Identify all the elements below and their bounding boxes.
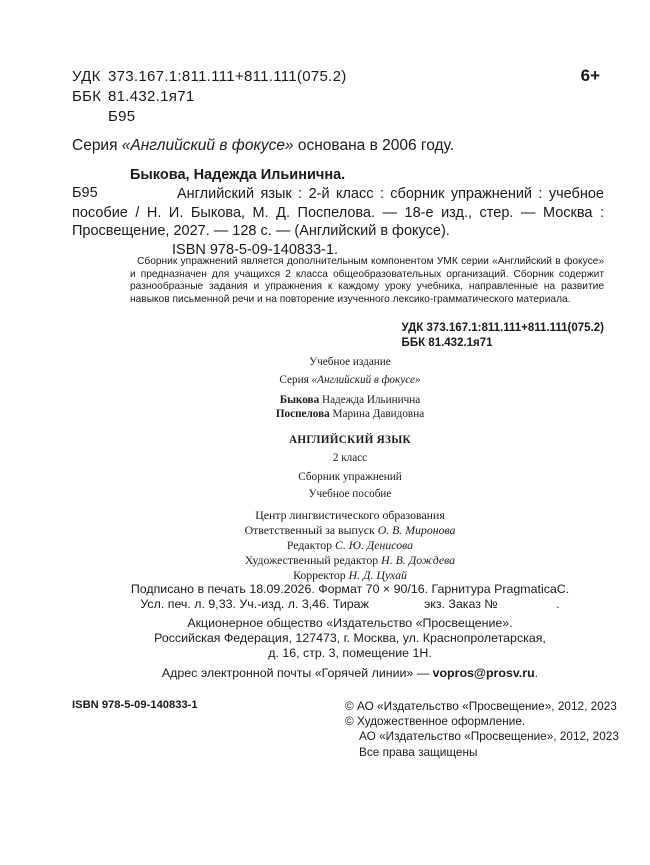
publisher-line-1: Акционерное общество «Издательство «Просвещение».	[187, 616, 513, 630]
series-prefix: Серия	[72, 137, 122, 154]
copyright-line-3: АО «Издательство «Просвещение», 2012, 2023	[359, 729, 619, 744]
abstract	[130, 256, 604, 306]
responsible-name: О. В. Миронова	[377, 523, 456, 537]
editor-name: С. Ю. Денисова	[334, 538, 414, 552]
abstract-text: Сборник упражнений является дополнительным компонентом УМК серии «Английский в фокусе» и предназначен для учащихся 2 класса общеобразовательных организаций. Сборник содержит разнообразные задания и упражнения к каждому уроку учебника, направленные на развитие навыков письменной речи и на повторение изученного лексико-грамматического материала.	[130, 256, 604, 305]
title-area: Английский язык : 2-й класс : сборник упражнений : учебное пособие / Н. И. Быкова, М. Д. Поспелова. — 18-е изд., стер. — Москва : Просвещение, 2027. — 128 с. — (Английский в фокусе).	[72, 186, 604, 240]
publisher-line-2: Российская Федерация, 127473, г. Москва, ул. Краснопролетарская,	[154, 631, 546, 645]
udk-row	[72, 67, 347, 87]
colophon-series	[0, 374, 650, 386]
copyright-line-1: © АО «Издательство «Просвещение», 2012, 2023	[345, 699, 617, 713]
copyright-line-2: © Художественное оформление.	[345, 714, 526, 729]
age-rating: 6+	[580, 66, 600, 85]
series-note	[72, 137, 454, 155]
editor-label: Редактор	[286, 538, 335, 552]
colophon-art-editor	[0, 553, 650, 568]
art-editor-label: Художественный редактор	[244, 553, 382, 567]
codes-right-bbk: ББК 81.432.1я71	[401, 337, 493, 349]
colophon-book-type: Сборник упражнений	[298, 471, 402, 483]
bbk-label: ББК	[72, 88, 102, 105]
codes-right	[402, 321, 604, 351]
author-mark-row	[72, 107, 347, 127]
art-editor-name: Н. В. Дождева	[381, 553, 456, 567]
colophon-author-2	[0, 408, 650, 420]
copyright-block	[345, 699, 619, 760]
author1-last: Быкова	[279, 394, 320, 406]
copyright-line-4: Все права защищены	[359, 744, 478, 759]
isbn-bottom: ISBN 978-5-09-140833-1	[72, 699, 198, 711]
bibliographic-record	[72, 185, 604, 259]
colophon-series-name: «Английский в фокусе»	[311, 374, 421, 386]
colophon-center: Центр лингвистического образования	[255, 508, 445, 522]
classification-codes	[72, 67, 347, 127]
edition-type: Учебное издание	[309, 356, 391, 368]
colophon-author-1	[0, 394, 650, 406]
record-isbn: ISBN 978-5-09-140833-1.	[172, 241, 339, 258]
imprint-line-2: Усл. печ. л. 9,33. Уч.-изд. л. 3,46. Тираж экз. Заказ № .	[140, 597, 560, 611]
bbk-value: 81.432.1я71	[108, 88, 195, 105]
series-name: «Английский в фокусе»	[121, 137, 294, 154]
author2-rest: Марина Давидовна	[329, 408, 425, 420]
colophon-book-kind: Учебное пособие	[308, 488, 392, 500]
corrector-name: Н. Д. Цухай	[348, 568, 407, 582]
colophon-grade: 2 класс	[332, 452, 368, 464]
corrector-label: Корректор	[293, 568, 349, 582]
hotline-prefix: Адрес электронной почты «Горячей линии» —	[161, 666, 433, 680]
udk-value: 373.167.1:811.111+811.111(075.2)	[108, 68, 347, 85]
author-mark: Б95	[108, 108, 136, 125]
author2-last: Поспелова	[275, 408, 330, 420]
responsible-label: Ответственный за выпуск	[244, 523, 378, 537]
author1-rest: Надежда Ильинична	[319, 394, 421, 406]
colophon-responsible	[0, 523, 650, 538]
colophon-editor	[0, 538, 650, 553]
colophon-series-prefix: Серия	[279, 374, 312, 386]
colophon-title: АНГЛИЙСКИЙ ЯЗЫК	[289, 434, 411, 446]
hotline-line	[0, 665, 650, 681]
publisher-line-3: д. 16, стр. 3, помещение 1Н.	[268, 646, 432, 660]
author-heading: Быкова, Надежда Ильинична.	[130, 167, 346, 183]
record-mark: Б95	[72, 185, 98, 201]
udk-label: УДК	[72, 68, 101, 85]
hotline-suffix: .	[534, 666, 539, 680]
series-suffix: основана в 2006 году.	[293, 137, 455, 154]
hotline-email: vopros@prosv.ru	[432, 666, 535, 680]
imprint-line-1: Подписано в печать 18.09.2026. Формат 70 × 90/16. Гарнитура PragmaticaC.	[130, 582, 570, 596]
codes-right-udk: УДК 373.167.1:811.111+811.111(075.2)	[401, 322, 604, 334]
bbk-row	[72, 87, 347, 107]
